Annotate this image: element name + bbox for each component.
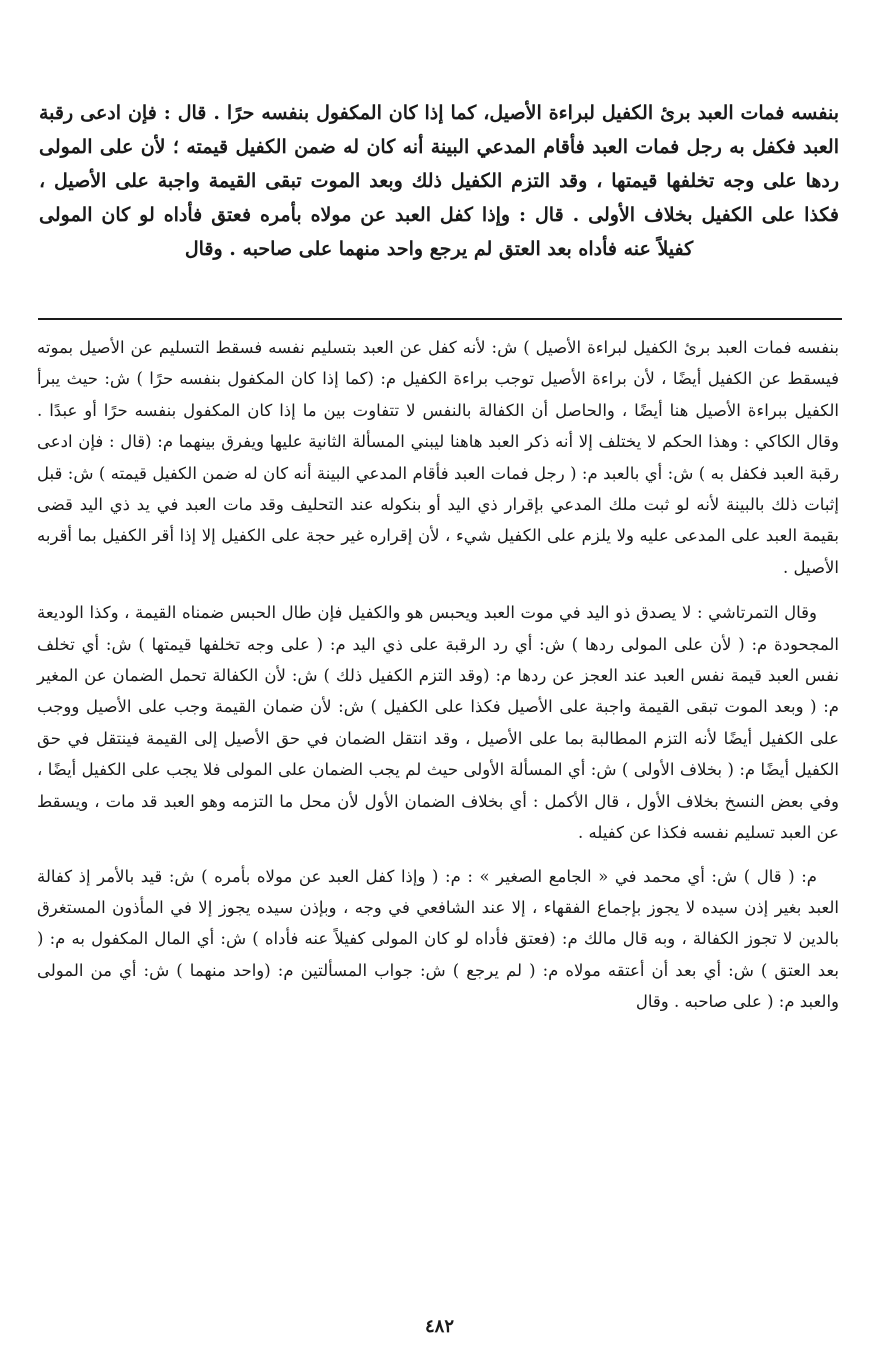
- commentary-paragraph-3: م: ( قال ) ش: أي محمد في « الجامع الصغير » : م: ( وإذا كفل العبد عن مولاه بأمره ) ش: قيد بالأمر إذ كفالة العبد بغير إذن سيده لا يجوز بإجماع الفقهاء ، إلا عند الشافعي في وجه ، وبإذن سيده يجوز إلا في المأذون المستغرق بالدين لا تجوز الكفالة ، وبه قال مالك م: (فعتق فأداه لو كان المولى كفيلاً عنه فأداه ) ش: أي المال المكفول به م: ( بعد العتق ) ش: أي بعد أن أعتقه مولاه م: ( لم يرجع ) ش: جواب المسألتين م: (واحد منهما ) ش: أي من المولى والعبد م: ( على صاحبه . وقال: [37, 866, 839, 1012]
- main-text-block: [39, 96, 839, 266]
- section-divider: [38, 318, 842, 320]
- page-number: ٤٨٢: [424, 1316, 454, 1337]
- commentary-block: [37, 332, 839, 1030]
- main-text-paragraph: بنفسه فمات العبد برئ الكفيل لبراءة الأصيل، كما إذا كان المكفول بنفسه حرًا . قال : فإن ادعى رقبة العبد فكفل به رجل فمات العبد فأقام المدعي البينة أنه كان له ضمن الكفيل قيمته ؛ لأن على المولى ردها على وجه تخلفها قيمتها ، وقد التزم الكفيل ذلك وبعد الموت تبقى القيمة واجبة على الأصيل ، فكذا على الكفيل بخلاف الأولى . قال : وإذا كفل العبد عن مولاه بأمره فعتق فأداه لو كان المولى كفيلاً عنه فأداه بعد العتق لم يرجع واحد منهما على صاحبه . وقال: [39, 102, 839, 260]
- commentary-paragraph-2: وقال التمرتاشي : لا يصدق ذو اليد في موت العبد ويحبس هو والكفيل فإن طال الحبس ضمناه القيمة ، وكذا الوديعة المجحودة م: ( لأن على المولى ردها ) ش: أي رد الرقبة على ذي اليد م: ( على وجه تخلفها قيمتها ) ش: أي تخلف نفس العبد قيمة نفس العبد عند العجز عن ردها م: (وقد التزم الكفيل ذلك ) ش: لأن الكفالة تحمل الضمان عن المغير م: ( وبعد الموت تبقى القيمة واجبة على الأصيل فكذا على الكفيل ) ش: لأن ضمان القيمة وجب على الأصيل ووجب على الكفيل أيضًا لأنه التزم المطالبة بما على الأصيل ، وقد انتقل الضمان في حق الأصيل إلى القيمة فينتقل في حق الكفيل أيضًا م: ( بخلاف الأولى ) ش: أي المسألة الأولى حيث لم يجب الضمان على المولى فلا يجب على الكفيل أيضًا ، وفي بعض النسخ بخلاف الأول ، قال الأكمل : أي بخلاف الضمان الأول لأن محل ما التزمه وهو العبد قد مات ، ويسقط عن العبد تسليم نفسه فكذا عن كفيله .: [37, 603, 839, 843]
- commentary-paragraph-1: بنفسه فمات العبد برئ الكفيل لبراءة الأصيل ) ش: لأنه كفل عن العبد بتسليم نفسه فسقط التسليم عن الأصيل بموته فيسقط عن الكفيل أيضًا ، لأن براءة الأصيل توجب براءة الكفيل م: (كما إذا كان المكفول بنفسه حرًا ) ش: حيث يبرأ الكفيل ببراءة الأصيل هنا أيضًا ، والحاصل أن الكفالة بالنفس لا تتفاوت بين ما إذا كان المكفول بنفسه حرًا أو عبدًا . وقال الكاكي : وهذا الحكم لا يختلف إلا أنه ذكر العبد هاهنا ليبني المسألة الثانية عليها ويفرق بينهما م: (قال : فإن ادعى رقبة العبد فكفل به ) ش: أي بالعبد م: ( رجل فمات العبد فأقام المدعي البينة أنه كان له ضمن الكفيل قيمته ) ش: قبل إثبات ذلك بالبينة لأنه لو ثبت ملك المدعي بإقرار ذي اليد أو بنكوله عند التحليف وقد مات العبد في يد ذي اليد قضى بقيمة العبد على المدعى عليه ولا يلزم على الكفيل شيء ، لأن إقراره غير حجة على الكفيل إلا إذا أقر الكفيل بما أقربه الأصيل .: [37, 338, 839, 577]
